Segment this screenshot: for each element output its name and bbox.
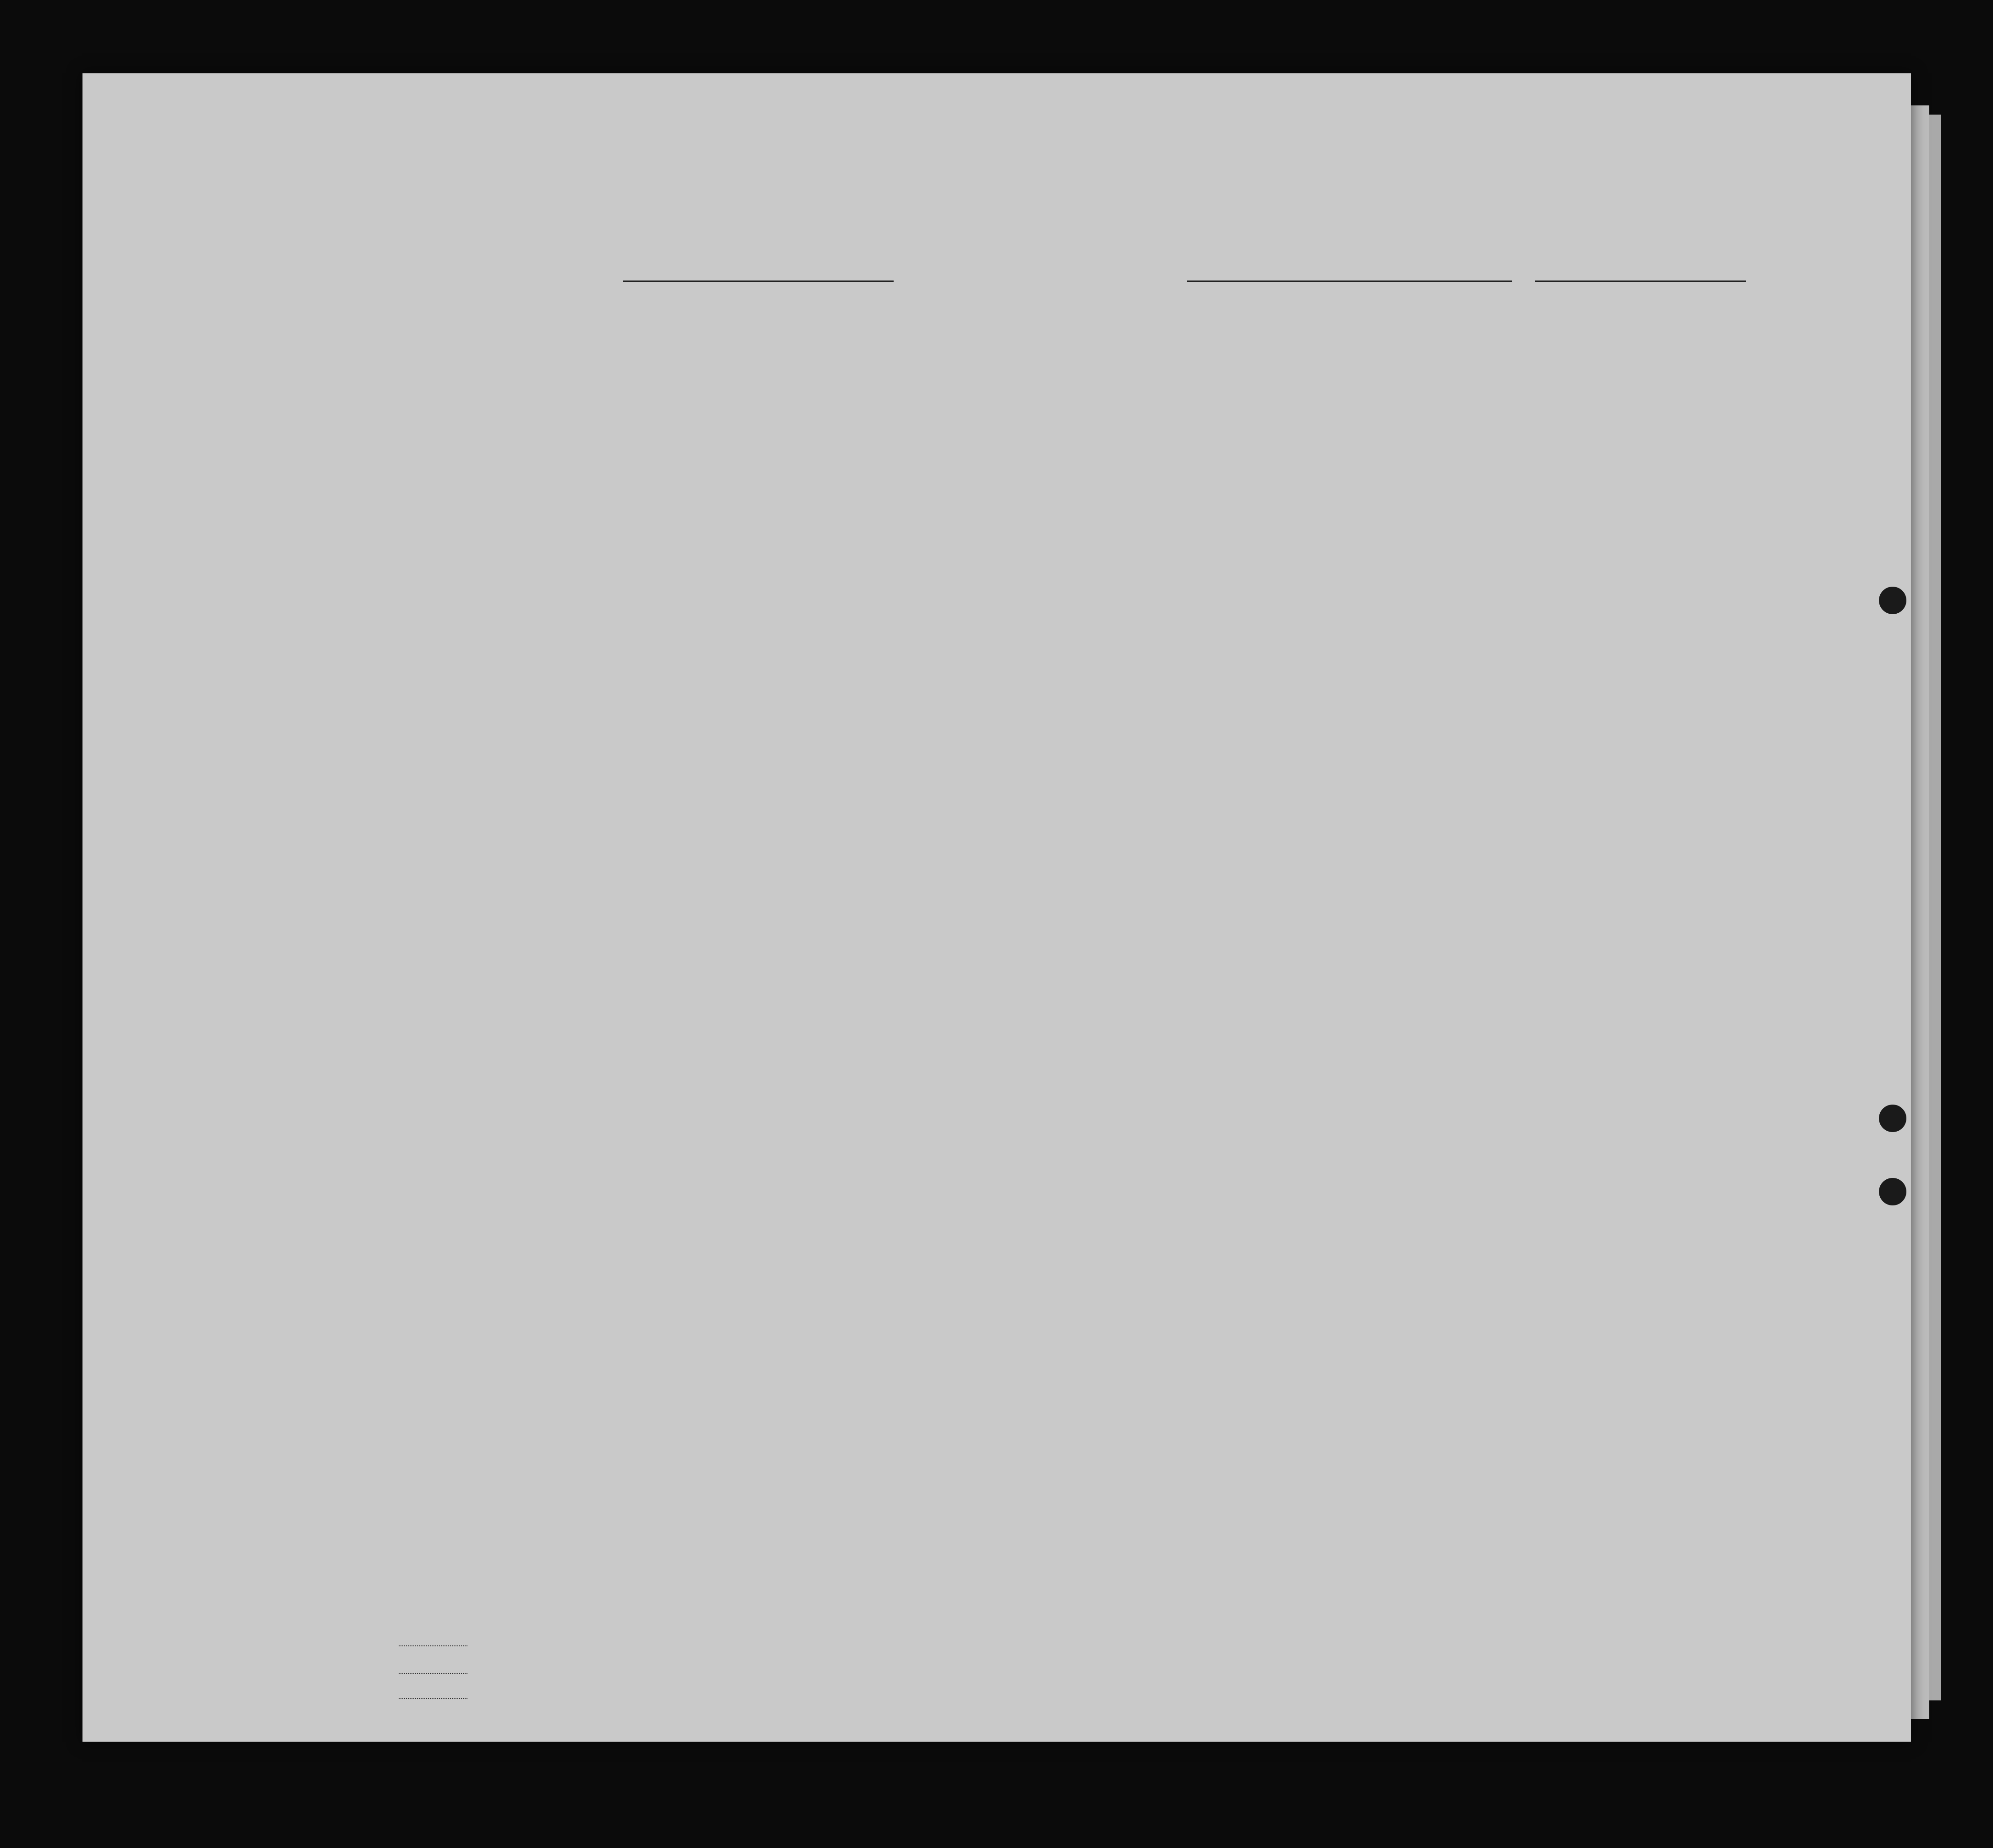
punch-hole <box>1879 1178 1906 1205</box>
punch-hole <box>1879 1105 1906 1132</box>
ship-underline <box>623 280 894 282</box>
punch-hole <box>1879 587 1906 614</box>
us-citizens-field <box>399 1673 467 1674</box>
manifest-sheet <box>82 73 1911 1742</box>
port-underline <box>1187 280 1512 282</box>
aliens-field <box>399 1698 467 1699</box>
total-passengers-field <box>399 1645 467 1646</box>
date-underline <box>1535 280 1746 282</box>
